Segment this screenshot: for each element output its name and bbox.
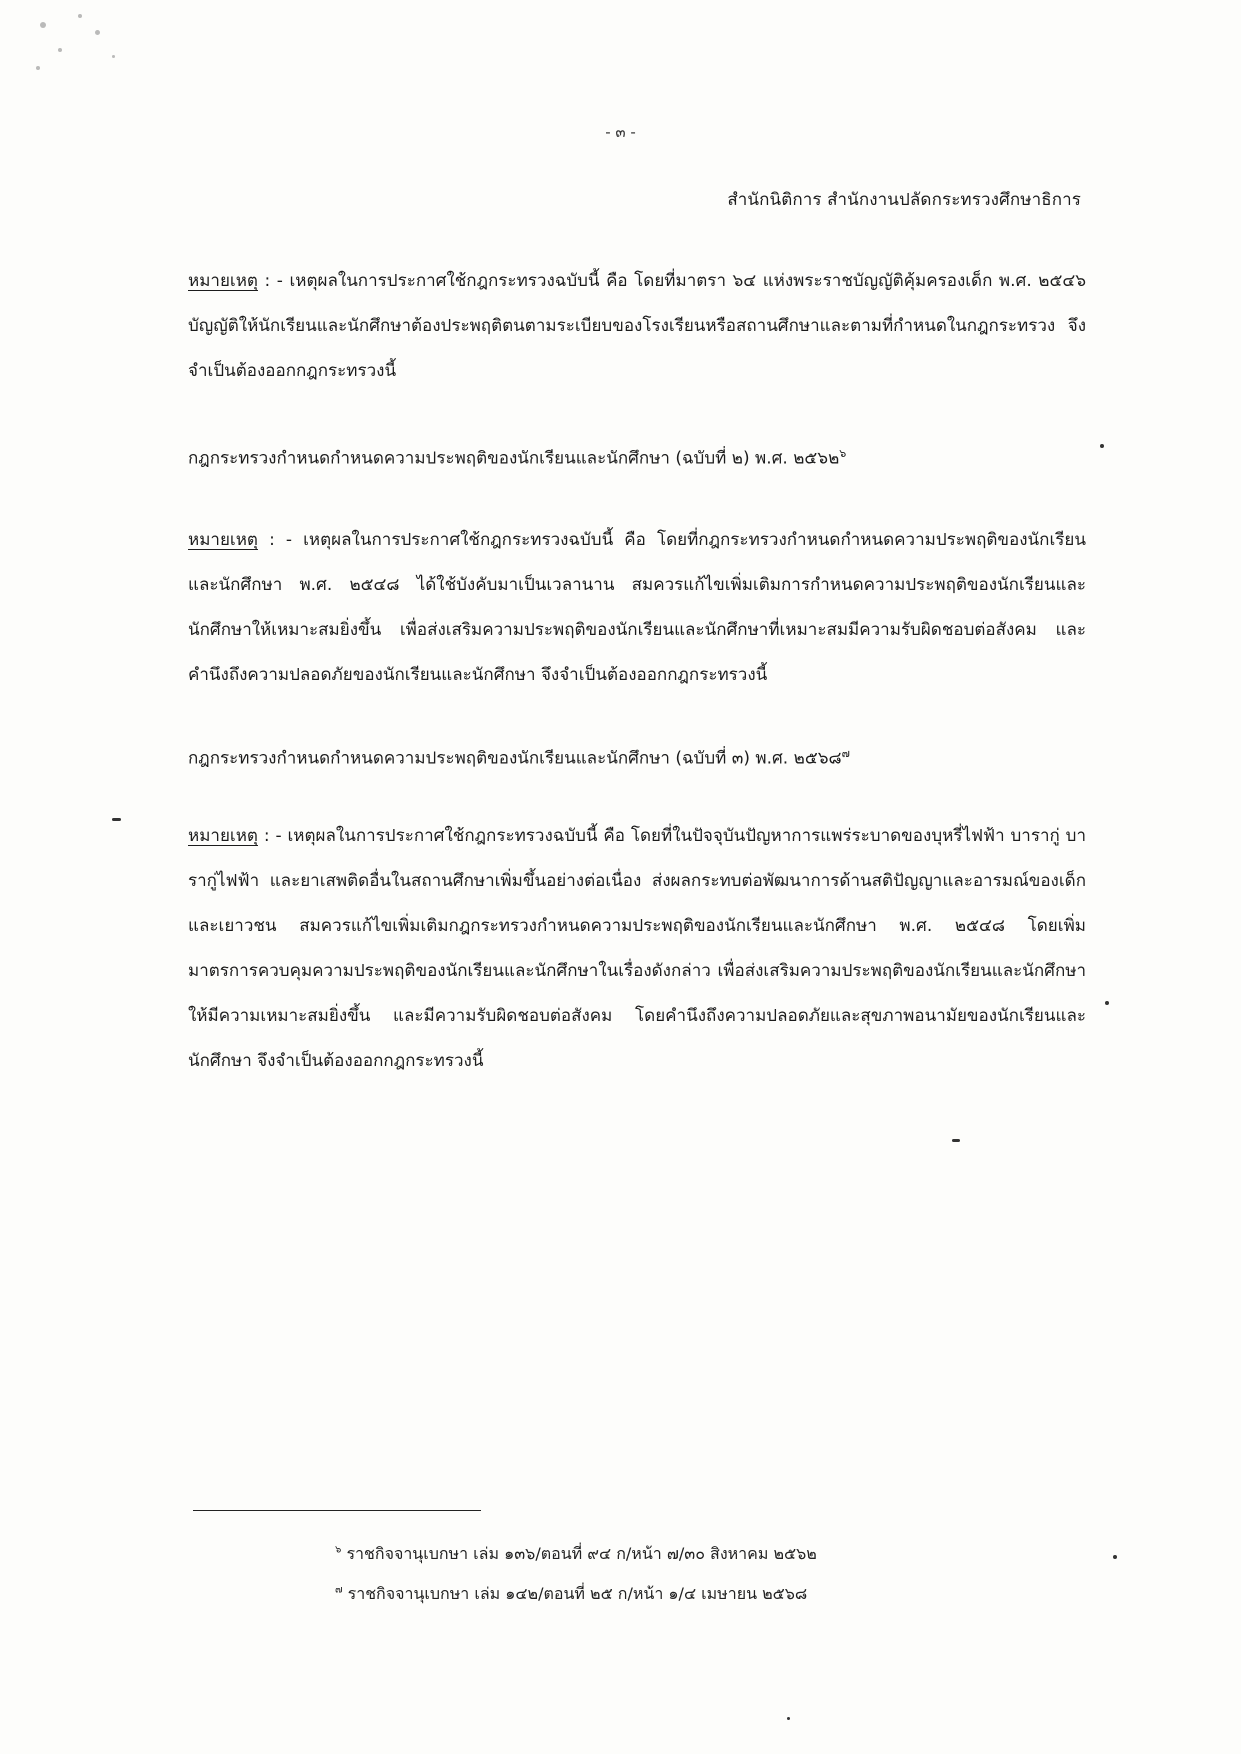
scan-speck xyxy=(1105,1001,1109,1005)
note-1 xyxy=(188,259,1086,394)
footnote-1-text: ราชกิจจานุเบกษา เล่ม ๑๓๖/ตอนที่ ๙๔ ก/หน้า ๗/๓๐ สิงหาคม ๒๕๖๒ xyxy=(341,1544,817,1563)
scan-speck xyxy=(1113,1555,1117,1559)
note-separator: : - xyxy=(257,271,290,291)
scan-speck xyxy=(112,818,121,821)
footnote-1 xyxy=(335,1542,817,1567)
note-label: หมายเหตุ xyxy=(188,530,258,550)
law-2-footnote-ref: ๖ xyxy=(839,447,847,460)
footnote-2 xyxy=(335,1582,807,1607)
note-label: หมายเหตุ xyxy=(188,826,258,846)
law-3-title-text: กฎกระทรวงกำหนดกำหนดความประพฤติของนักเรียนและนักศึกษา (ฉบับที่ ๓) พ.ศ. ๒๕๖๘ xyxy=(188,748,842,769)
scan-smudge xyxy=(95,30,100,35)
law-3-title xyxy=(188,744,850,772)
law-2-title-text: กฎกระทรวงกำหนดกำหนดความประพฤติของนักเรียนและนักศึกษา (ฉบับที่ ๒) พ.ศ. ๒๕๖๒ xyxy=(188,448,840,469)
scan-smudge xyxy=(40,22,46,28)
note-2 xyxy=(188,518,1086,698)
scan-speck xyxy=(952,1139,960,1142)
law-2-title xyxy=(188,444,846,472)
law-3-footnote-ref: ๗ xyxy=(841,747,850,760)
footnote-1-mark: ๖ xyxy=(335,1544,342,1556)
note-2-text: เหตุผลในการประกาศใช้กฎกระทรวงฉบับนี้ คือ โดยที่กฎกระทรวงกำหนดกำหนดความประพฤติของนักเรียนและนักศึกษา พ.ศ. ๒๕๔๘ ได้ใช้บังคับมาเป็นเวลานาน สมควรแก้ไขเพิ่มเติมการกำหนดความประพฤติของนักเรียนและนักศึกษาให้เหมาะสมยิ่งขึ้น เพื่อส่งเสริมความประพฤติของนักเรียนและนักศึกษาที่เหมาะสมมีความรับผิดชอบต่อสังคม และคำนึงถึงความปลอดภัยของนักเรียนและนักศึกษา จึงจำเป็นต้องออกกฎกระทรวงนี้ xyxy=(188,530,1086,685)
scan-smudge xyxy=(58,48,62,52)
note-separator: : - xyxy=(257,530,304,550)
footnote-divider xyxy=(193,1510,481,1511)
footnote-2-text: ราชกิจจานุเบกษา เล่ม ๑๔๒/ตอนที่ ๒๕ ก/หน้า ๑/๔ เมษายน ๒๕๖๘ xyxy=(342,1584,808,1603)
scan-smudge xyxy=(78,14,82,18)
note-separator: : - xyxy=(257,826,288,846)
scan-smudge xyxy=(36,66,40,70)
scan-smudge xyxy=(112,55,115,58)
footnote-2-mark: ๗ xyxy=(335,1584,343,1596)
office-header: สำนักนิติการ สำนักงานปลัดกระทรวงศึกษาธิการ xyxy=(727,190,1081,210)
note-1-text: เหตุผลในการประกาศใช้กฎกระทรวงฉบับนี้ คือ โดยที่มาตรา ๖๔ แห่งพระราชบัญญัติคุ้มครองเด็ก พ.ศ. ๒๕๔๖ บัญญัติให้นักเรียนและนักศึกษาต้องประพฤติตนตามระเบียบของโรงเรียนหรือสถานศึกษาและตามที่กำหนดในกฎกระทรวง จึงจำเป็นต้องออกกฎกระทรวงนี้ xyxy=(188,271,1086,381)
note-label: หมายเหตุ xyxy=(188,271,258,291)
note-3 xyxy=(188,814,1086,1084)
page-number: - ๓ - xyxy=(605,123,636,141)
scan-speck xyxy=(1100,444,1104,448)
scan-speck xyxy=(787,1717,790,1720)
note-3-text: เหตุผลในการประกาศใช้กฎกระทรวงฉบับนี้ คือ โดยที่ในปัจจุบันปัญหาการแพร่ระบาดของบุหรี่ไฟฟ้า บารากู่ บารากู่ไฟฟ้า และยาเสพติดอื่นในสถานศึกษาเพิ่มขึ้นอย่างต่อเนื่อง ส่งผลกระทบต่อพัฒนาการด้านสติปัญญาและอารมณ์ของเด็กและเยาวชน สมควรแก้ไขเพิ่มเติมกฎกระทรวงกำหนดความประพฤติของนักเรียนและนักศึกษา พ.ศ. ๒๕๔๘ โดยเพิ่มมาตรการควบคุมความประพฤติของนักเรียนและนักศึกษาในเรื่องดังกล่าว เพื่อส่งเสริมความประพฤติของนักเรียนและนักศึกษาให้มีความเหมาะสมยิ่งขึ้น และมีความรับผิดชอบต่อสังคม โดยคำนึงถึงความปลอดภัยและสุขภาพอนามัยของนักเรียนและนักศึกษา จึงจำเป็นต้องออกกฎกระทรวงนี้ xyxy=(188,826,1086,1071)
